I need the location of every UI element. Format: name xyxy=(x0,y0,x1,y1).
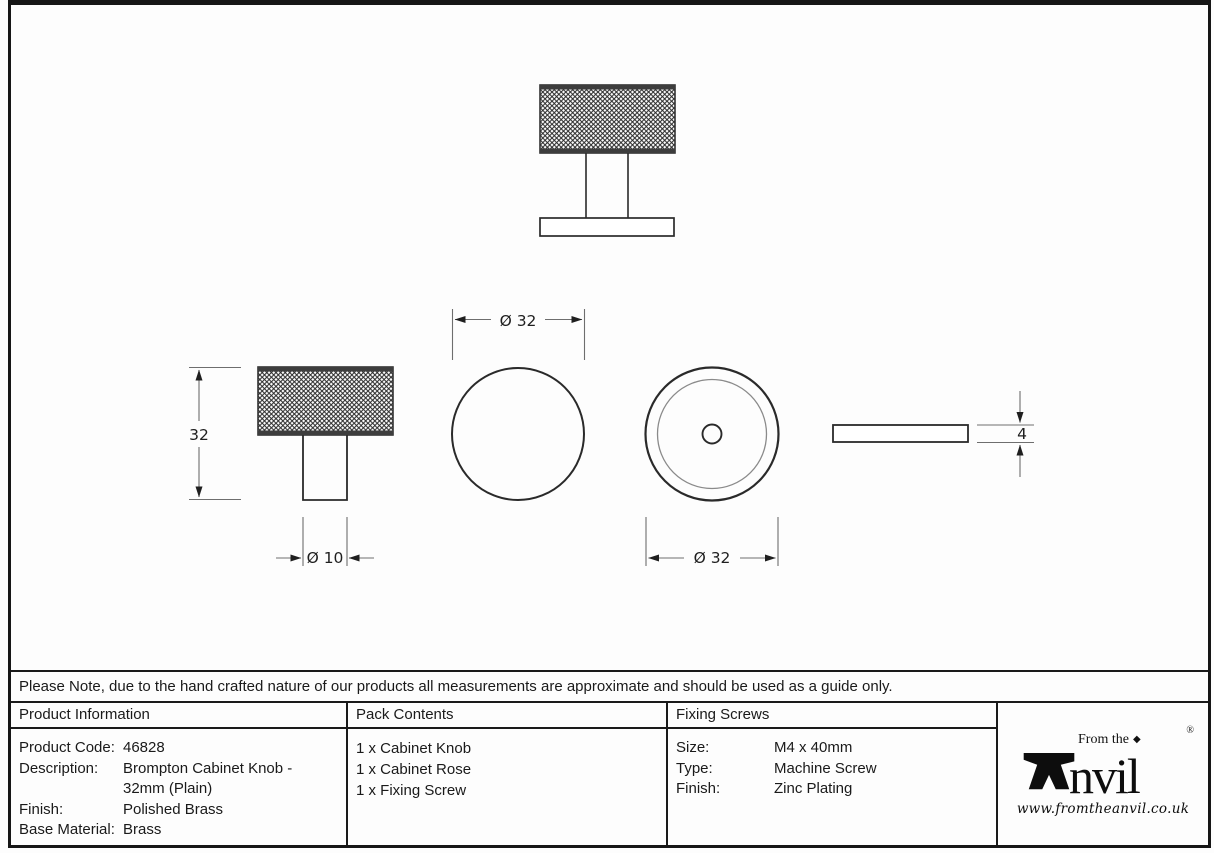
diamond-icon: ◆ xyxy=(1132,733,1141,745)
knob-circle xyxy=(452,368,584,500)
knurl-top-band xyxy=(540,85,675,90)
pack-item: 1 x Cabinet Knob xyxy=(356,740,472,757)
row-value: Polished Brass xyxy=(123,800,224,818)
registered-mark: ® xyxy=(1186,724,1194,736)
row-value: M4 x 40mm xyxy=(774,739,853,756)
note-text: Please Note, due to the hand crafted nature of our products all measurements are approximate and should be used as a guide only. xyxy=(19,678,893,695)
knurl-bottom-band xyxy=(540,149,675,154)
rose-plate-side xyxy=(833,425,968,442)
dim-label-height: 32 xyxy=(189,426,209,444)
drawing-rose-back xyxy=(646,368,779,568)
knurled-head xyxy=(258,367,393,435)
note-row xyxy=(11,670,1208,703)
header-fixing-screws xyxy=(668,703,998,729)
knurl-top-band xyxy=(258,367,393,372)
rose-inner-circle xyxy=(658,380,767,489)
stem-outline xyxy=(303,435,347,500)
spec-row xyxy=(19,820,346,841)
dim-label-knob: Ø 32 xyxy=(499,312,537,330)
drawing-knob-with-rose xyxy=(540,85,675,236)
row-label: Product Code: xyxy=(19,739,115,756)
product-information-cell xyxy=(11,729,348,845)
spec-row xyxy=(676,779,996,800)
dim-label-stem: Ø 10 xyxy=(306,549,344,567)
spec-row xyxy=(676,759,996,780)
spec-table xyxy=(11,670,1208,845)
spec-row xyxy=(19,800,346,821)
row-value: Zinc Plating xyxy=(774,780,853,797)
drawing-knob-top xyxy=(452,309,585,500)
header-pack-contents xyxy=(348,703,668,729)
logo-tagline xyxy=(1078,732,1141,748)
brand-logo xyxy=(998,703,1208,845)
logo-tagline-text: From the xyxy=(1078,731,1129,747)
fixing-screws-cell xyxy=(668,729,998,845)
header-label: Product Information xyxy=(19,706,150,723)
row-label: Description: xyxy=(19,759,99,777)
row-label: Base Material: xyxy=(19,821,115,838)
row-value: Brass xyxy=(123,821,162,838)
drawing-knob-side xyxy=(189,367,393,567)
spec-row xyxy=(676,738,996,759)
pack-contents-cell xyxy=(348,729,668,845)
spec-row xyxy=(19,738,346,759)
row-label: Finish: xyxy=(676,780,721,797)
pack-item: 1 x Fixing Screw xyxy=(356,782,467,799)
dim-label-rose: Ø 32 xyxy=(693,549,731,567)
pack-item: 1 x Cabinet Rose xyxy=(356,761,472,778)
logo-wordmark: nvil xyxy=(1069,747,1139,804)
header-label: Fixing Screws xyxy=(676,706,770,723)
header-label: Pack Contents xyxy=(356,706,454,723)
rose-plate xyxy=(540,218,674,236)
dim-label-thickness: 4 xyxy=(1017,425,1027,443)
screw-hole xyxy=(703,425,722,444)
row-label: Type: xyxy=(676,759,713,777)
row-label: Size: xyxy=(676,739,710,756)
anvil-icon xyxy=(1022,744,1076,794)
anvil-logo-lockup xyxy=(1022,724,1194,804)
rose-outer-circle xyxy=(646,368,779,501)
logo-url: www.fromtheanvil.co.uk xyxy=(1016,800,1190,817)
header-product-information xyxy=(11,703,348,729)
spec-row xyxy=(19,759,346,800)
knurl-bottom-band xyxy=(258,431,393,436)
row-value: Machine Screw xyxy=(774,759,877,777)
drawing-rose-side xyxy=(833,391,1034,477)
knurled-head xyxy=(540,85,675,153)
row-value: 46828 xyxy=(123,739,165,756)
row-label: Finish: xyxy=(19,800,64,818)
row-value: Brompton Cabinet Knob - 32mm (Plain) xyxy=(123,759,293,797)
